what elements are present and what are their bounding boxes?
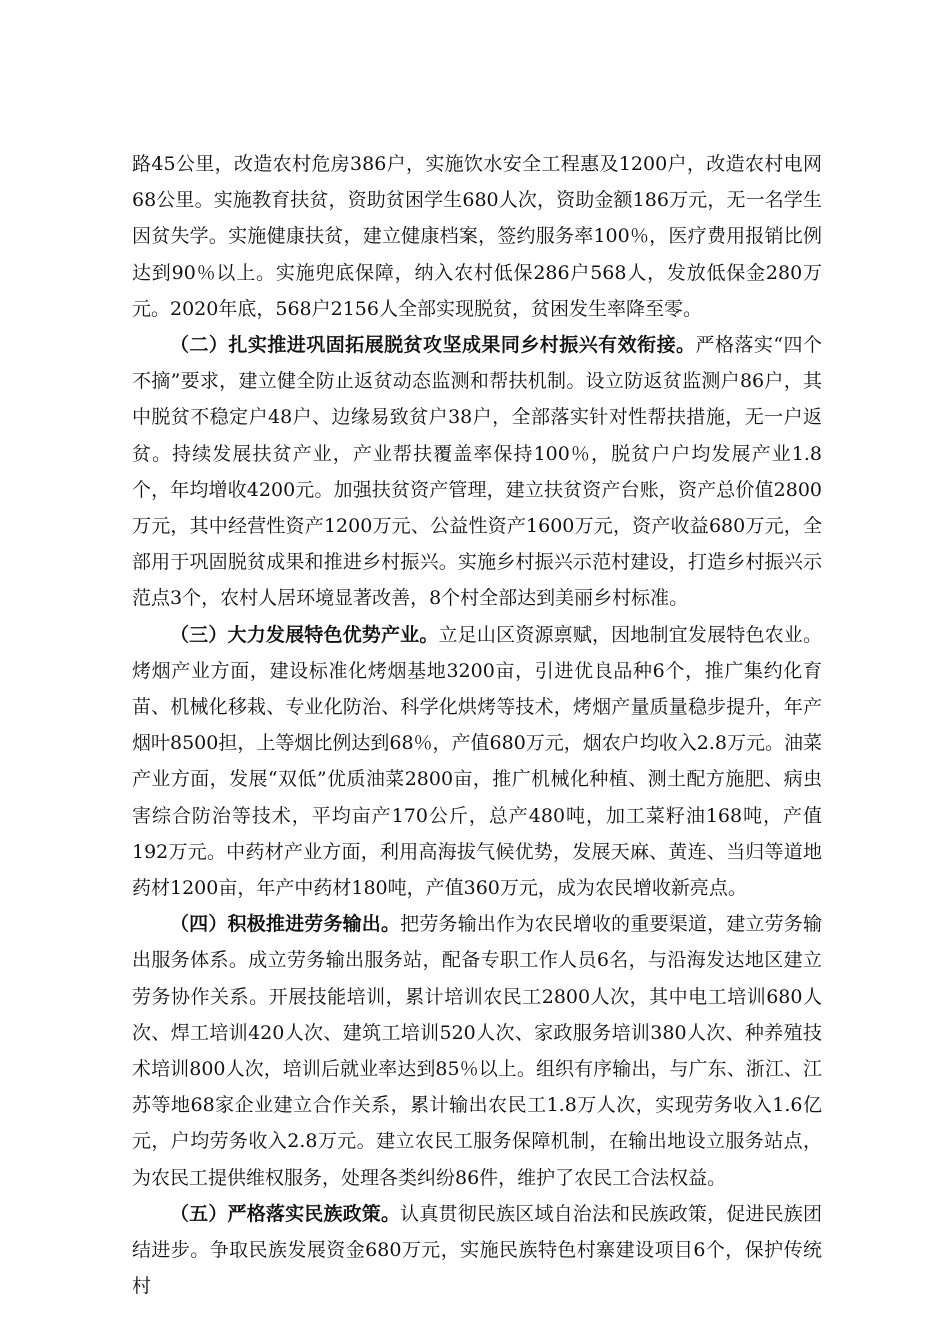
section-heading: （五）严格落实民族政策。 bbox=[170, 1202, 401, 1225]
paragraph-body: 认真贯彻民族区域自治法和民族政策，促进民族团结进步。争取民族发展资金680万元，实施民族特色村寨建设项目6个，保护传统村 bbox=[132, 1202, 822, 1298]
paragraph-section-5 bbox=[132, 1196, 822, 1305]
document-page bbox=[132, 146, 822, 1305]
paragraph-continuation bbox=[132, 146, 822, 327]
paragraph-body: 严格落实“四个不摘”要求，建立健全防止返贫动态监测和帮扶机制。设立防返贫监测户86户，其中脱贫不稳定户48户、边缘易致贫户38户，全部落实针对性帮扶措施，无一户返贫。持续发展扶贫产业，产业帮扶覆盖率保持100％，脱贫户户均发展产业1.8个，年均增收4200元。加强扶贫资产管理，建立扶贫资产台账，资产总价值2800万元，其中经营性资产1200万元、公益性资产1600万元，资产收益680万元，全部用于巩固脱贫成果和推进乡村振兴。实施乡村振兴示范村建设，打造乡村振兴示范点3个，农村人居环境显著改善，8个村全部达到美丽乡村标准。 bbox=[132, 334, 822, 610]
paragraph-section-2 bbox=[132, 327, 822, 617]
paragraph-body: 立足山区资源禀赋，因地制宜发展特色农业。烤烟产业方面，建设标准化烤烟基地3200亩，引进优良品种6个，推广集约化育苗、机械化移栽、专业化防治、科学化烘烤等技术，烤烟产量质量稳步提升，年产烟叶8500担，上等烟比例达到68％，产值680万元，烟农户均收入2.8万元。油菜产业方面，发展“双低”优质油菜2800亩，推广机械化种植、测土配方施肥、病虫害综合防治等技术，平均亩产170公斤，总产480吨，加工菜籽油168吨，产值192万元。中药材产业方面，利用高海拔气候优势，发展天麻、黄连、当归等道地药材1200亩，年产中药材180吨，产值360万元，成为农民增收新亮点。 bbox=[132, 623, 823, 900]
section-heading: （二）扎实推进巩固拓展脱贫攻坚成果同乡村振兴有效衔接。 bbox=[170, 334, 696, 357]
paragraph-section-3 bbox=[132, 617, 822, 907]
paragraph-body: 路45公里，改造农村危房386户，实施饮水安全工程惠及1200户，改造农村电网68公里。实施教育扶贫，资助贫困学生680人次，资助金额186万元，无一名学生因贫失学。实施健康扶贫，建立健康档案，签约服务率100％，医疗费用报销比例达到90％以上。实施兜底保障，纳入农村低保286户568人，发放低保金280万元。2020年底，568户2156人全部实现脱贫，贫困发生率降至零。 bbox=[132, 153, 822, 320]
paragraph-body: 把劳务输出作为农民增收的重要渠道，建立劳务输出服务体系。成立劳务输出服务站，配备专职工作人员6名，与沿海发达地区建立劳务协作关系。开展技能培训，累计培训农民工2800人次，其中电工培训680人次、焊工培训420人次、建筑工培训520人次、家政服务培训380人次、种养殖技术培训800人次，培训后就业率达到85％以上。组织有序输出，与广东、浙江、江苏等地68家企业建立合作关系，累计输出农民工1.8万人次，实现劳务收入1.6亿元，户均劳务收入2.8万元。建立农民工服务保障机制，在输出地设立服务站点，为农民工提供维权服务，处理各类纠纷86件，维护了农民工合法权益。 bbox=[132, 913, 822, 1189]
paragraph-section-4 bbox=[132, 906, 822, 1196]
section-heading: （四）积极推进劳务输出。 bbox=[170, 913, 401, 936]
section-heading: （三）大力发展特色优势产业。 bbox=[170, 623, 439, 646]
